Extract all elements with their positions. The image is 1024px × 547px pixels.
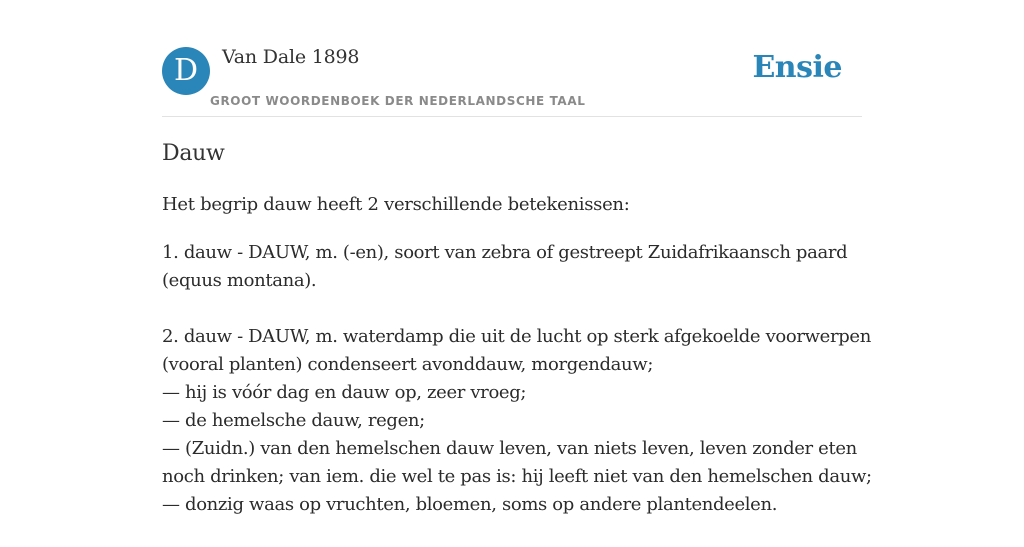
definition-line: — de hemelsche dauw, regen; [162,410,425,431]
dictionary-subtitle: GROOT WOORDENBOEK DER NEDERLANDSCHE TAAL [210,94,586,108]
page-title: Dauw [162,141,225,166]
definition-list [162,239,872,547]
page-container [162,0,872,515]
definition-line: — (Zuidn.) van den hemelschen dauw leven, van niets leven, leven zonder eten [162,438,857,459]
definition-line: (vooral planten) condenseert avonddauw, morgendauw; [162,354,654,375]
dictionary-logo[interactable]: D [162,47,210,95]
definition-line: — donzig waas op vruchten, bloemen, soms op andere plantendeelen. [162,494,778,515]
intro-text: Het begrip dauw heeft 2 verschillende betekenissen: [162,194,630,215]
definition-line: noch drinken; van iem. die wel te pas is: hij leeft niet van den hemelschen dauw; [162,466,872,487]
definition-line: 2. dauw - DAUW, m. waterdamp die uit de lucht op sterk afgekoelde voorwerpen [162,326,871,347]
dictionary-title-link[interactable]: Van Dale 1898 [222,46,360,68]
definition-line: — hij is vóór dag en dauw op, zeer vroeg; [162,382,527,403]
definition-line: 1. dauw - DAUW, m. (-en), soort van zebra of gestreept Zuidafrikaansch paard [162,242,848,263]
definition-entry-1 [162,239,872,295]
definition-line: (equus montana). [162,270,317,291]
ensie-brand-link[interactable]: Ensie [752,50,842,85]
definition-entry-2 [162,323,872,519]
site-header [162,0,862,117]
